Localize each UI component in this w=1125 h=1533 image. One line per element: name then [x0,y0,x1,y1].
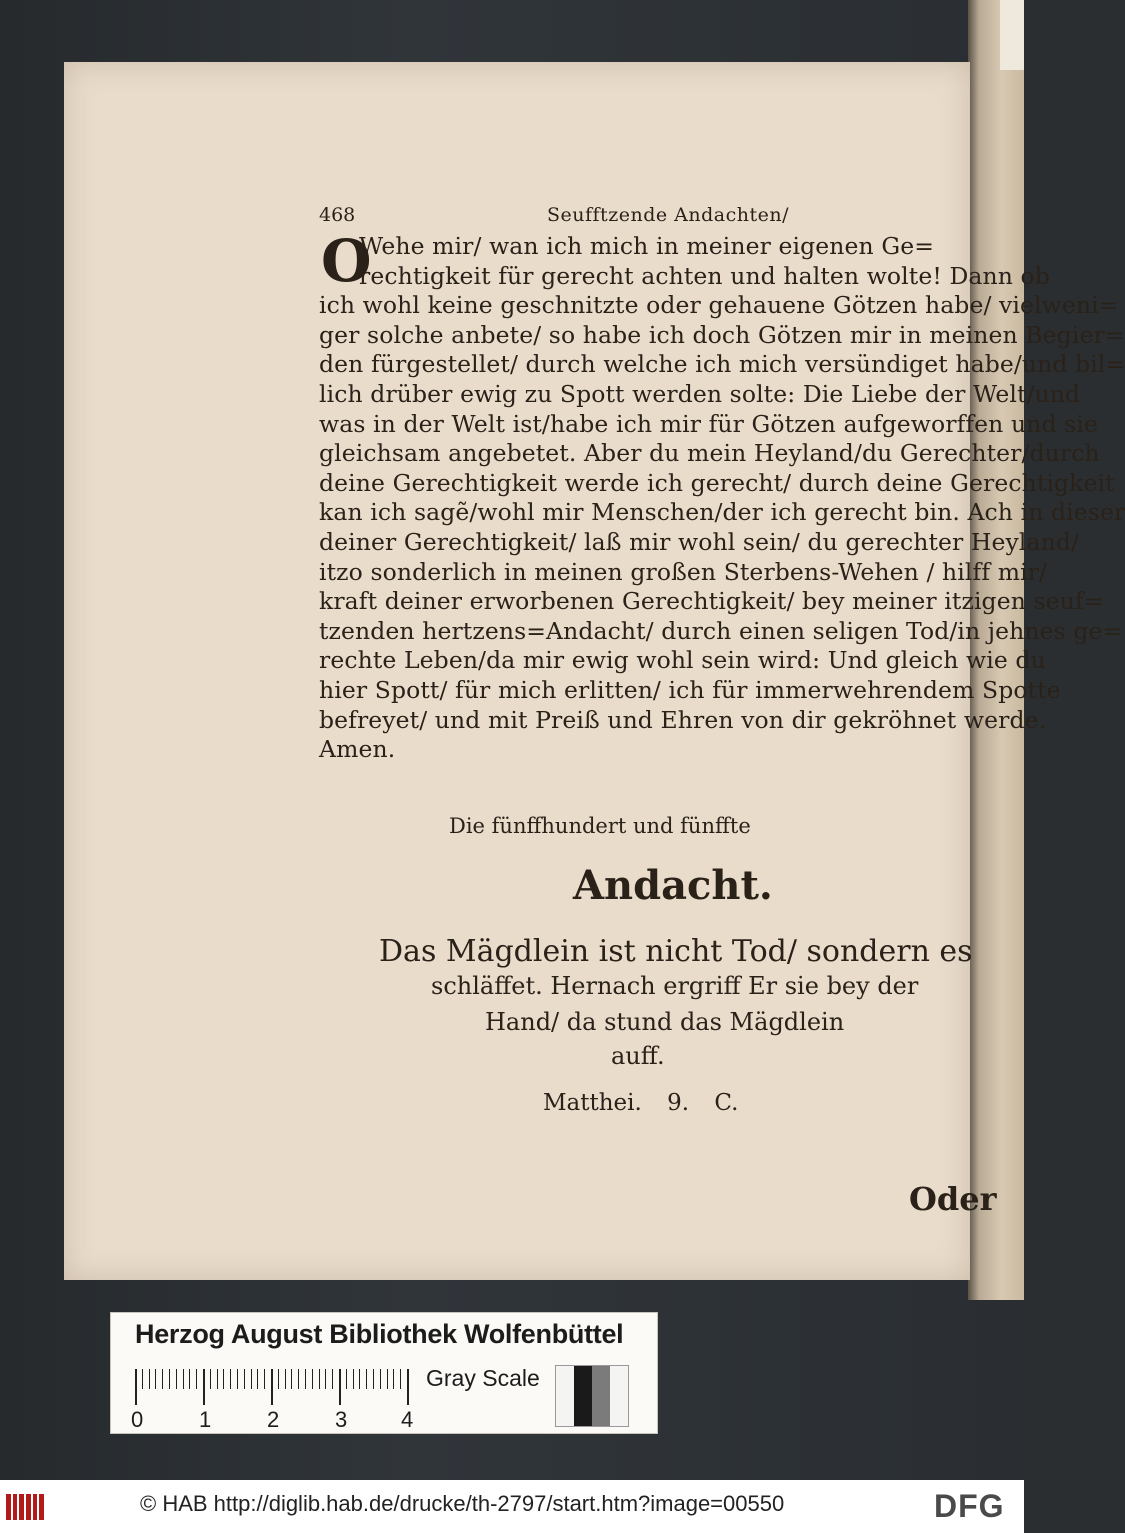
ruler-tick [325,1369,326,1389]
ruler-tick [380,1369,381,1389]
library-label-card [110,1312,658,1434]
ruler-tick [210,1369,211,1389]
ruler-tick [230,1369,231,1389]
ruler-tick [169,1369,170,1389]
body-line: deiner Gerechtigkeit/ laß mir wohl sein/ du gerechter Heyland/ [319,527,1080,556]
verse-line: schläffet. Hernach ergriff Er sie bey der [431,972,919,1000]
body-line: ger solche anbete/ so habe ich doch Götzen mir in meinen Begier= [319,320,1125,349]
body-line: befreyet/ und mit Preiß und Ehren von dir gekröhnet werde. [319,705,1047,734]
gray-scale-label: Gray Scale [426,1365,540,1391]
ruler-tick [237,1369,238,1389]
body-line: den fürgestellet/ durch welche ich mich versündiget habe/und bil= [319,350,1125,379]
scripture-reference: Matthei. 9. C. [543,1090,739,1116]
ruler-number: 3 [335,1407,348,1432]
gray-swatch-band [556,1366,574,1426]
ruler-tick [142,1369,143,1389]
verse-line: Hand/ da stund das Mägdlein [485,1008,845,1036]
ruler-tick [312,1369,313,1389]
book-edge-highlight [1000,0,1024,70]
ruler-tick [359,1369,360,1389]
body-line: ich wohl keine geschnitzte oder gehauene Götzen habe/ vielweni= [319,291,1119,320]
body-line: was in der Welt ist/habe ich mir für Götzen aufgeworffen und sie [319,409,1098,438]
section-title: Andacht. [573,862,773,909]
ruler-tick [332,1369,333,1389]
ruler-tick [400,1369,401,1389]
body-line: tzenden hertzens=Andacht/ durch einen seligen Tod/in jehnes ge= [319,616,1123,645]
ruler-tick [196,1369,197,1389]
ruler-tick [285,1369,286,1389]
ruler-tick [353,1369,354,1389]
body-line: Amen. [319,735,396,764]
ruler-tick [244,1369,245,1389]
measurement-ruler [135,1369,407,1405]
running-head: Seufftzende Andachten/ [547,204,789,226]
ruler-tick [373,1369,374,1389]
prayer-body [319,227,1125,765]
library-name: Herzog August Bibliothek Wolfenbüttel [135,1319,624,1349]
gray-swatch-band [574,1366,592,1426]
catchword: Oder [909,1180,997,1218]
body-line: deine Gerechtigkeit werde ich gerecht/ durch deine Gerechtigkeit [319,468,1115,497]
ruler-tick [162,1369,163,1389]
drop-cap: O [321,227,372,295]
ruler-tick [291,1369,292,1389]
ruler-tick [155,1369,156,1389]
verse-line: Das Mägdlein ist nicht Tod/ sondern es [379,934,973,969]
ruler-tick [257,1369,258,1389]
ruler-number: 4 [401,1407,414,1432]
ruler-tick [393,1369,394,1389]
ruler-tick [339,1369,341,1405]
book-page [64,62,1125,1280]
copyright-url: © HAB http://diglib.hab.de/drucke/th-2797/start.htm?image=00550 [140,1491,785,1516]
body-line: kraft deiner erworbenen Gerechtigkeit/ bey meiner itzigen seuf= [319,587,1104,616]
ruler-tick [264,1369,265,1389]
gray-swatch-band [592,1366,610,1426]
ruler-tick [298,1369,299,1389]
dfg-logo: DFG [934,1488,1005,1524]
ruler-tick [407,1369,409,1405]
body-line: Wehe mir/ wan ich mich in meiner eigenen Ge= [359,232,935,260]
ruler-tick [176,1369,177,1389]
ruler-tick [387,1369,388,1389]
ruler-number: 2 [267,1407,280,1432]
body-line: hier Spott/ für mich erlitten/ ich für immerwehrendem Spotte [319,675,1061,704]
body-line: gleichsam angebetet. Aber du mein Heyland/du Gerechter/durch [319,439,1100,468]
ruler-tick [189,1369,190,1389]
ruler-number: 0 [131,1407,144,1432]
ruler-tick [217,1369,218,1389]
page-number: 468 [319,204,356,226]
ruler-tick [271,1369,273,1405]
ruler-tick [183,1369,184,1389]
ruler-tick [135,1369,137,1405]
ruler-number: 1 [199,1407,212,1432]
ruler-tick [346,1369,347,1389]
ruler-tick [149,1369,150,1389]
ruler-tick [305,1369,306,1389]
ruler-tick [366,1369,367,1389]
ruler-tick [223,1369,224,1389]
section-intro: Die fünffhundert und fünffte [449,814,751,838]
body-line: kan ich sagẽ/wohl mir Menschen/der ich gerecht bin. Ach in dieser [319,498,1125,527]
ruler-tick [278,1369,279,1389]
ruler-tick [319,1369,320,1389]
verse-line: auff. [611,1042,665,1070]
ruler-tick [203,1369,205,1405]
hab-logo-icon [6,1494,44,1520]
footer-bar [0,1480,1024,1533]
body-line: itzo sonderlich in meinen großen Sterbens-Wehen / hilff mir/ [319,557,1048,586]
gray-scale-swatch [555,1365,629,1427]
ruler-tick [251,1369,252,1389]
body-line: rechte Leben/da mir ewig wohl sein wird: Und gleich wie du [319,646,1046,675]
gray-swatch-band [610,1366,628,1426]
body-line: rechtigkeit für gerecht achten und halten wolte! Dann ob [359,261,1050,290]
body-line: lich drüber ewig zu Spott werden solte: Die Liebe der Welt/und [319,379,1081,408]
